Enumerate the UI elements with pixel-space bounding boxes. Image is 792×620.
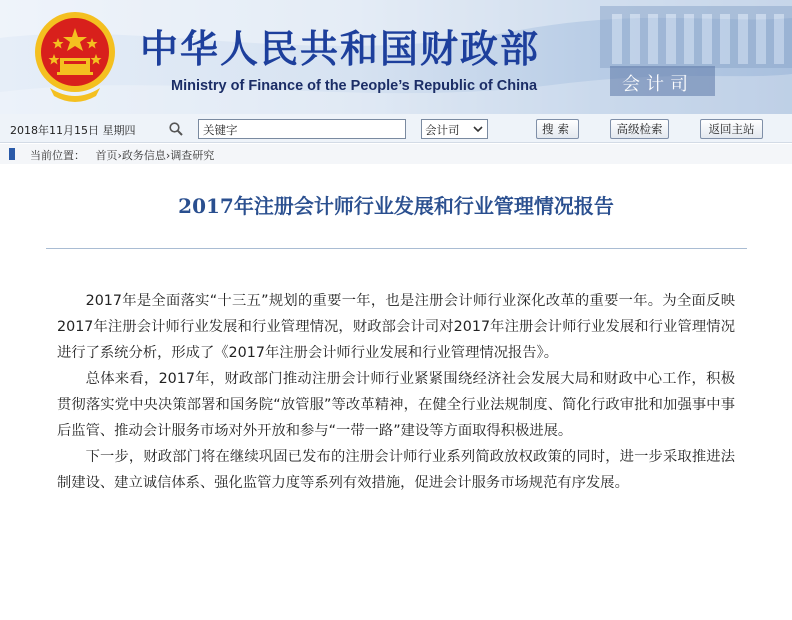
search-button[interactable]: 搜索 <box>536 119 579 139</box>
article-paragraph: 下一步，财政部门将在继续巩固已发布的注册会计师行业系列简政放权政策的同时，进一步采取推进法制建设、建立诚信体系、强化监管力度等系列有效措施，促进会计服务市场规范有序发展。 <box>57 449 735 491</box>
site-title-en: Ministry of Finance of the People’s Republic of China <box>171 78 538 94</box>
article-paragraph: 2017年是全面落实“十三五”规划的重要一年，也是注册会计师行业深化改革的重要一年。为全面反映2017年注册会计师行业发展和行业管理情况，财政部会计司对2017年注册会计师行业发展和行业管理情况进行了系统分析，形成了《2017年注册会计师行业发展和行业管理情况报告》。 <box>57 293 735 361</box>
search-toolbar <box>0 114 792 143</box>
return-home-button[interactable]: 返回主站 <box>700 119 763 139</box>
breadcrumb-separator: › <box>117 149 122 162</box>
breadcrumb-prefix: 当前位置： <box>30 149 85 162</box>
site-title-cn: 中华人民共和国财政部 <box>140 26 541 71</box>
title-divider <box>46 248 747 249</box>
advanced-search-button[interactable]: 高级检索 <box>610 119 669 139</box>
national-emblem-icon <box>32 4 118 104</box>
search-scope-value: 会计司 <box>425 123 460 137</box>
breadcrumb-marker-icon <box>9 148 15 160</box>
current-date: 2018年11月15日 星期四 <box>10 124 136 137</box>
breadcrumb-link-research[interactable]: 调查研究 <box>170 149 215 162</box>
breadcrumb-link-gov-info[interactable]: 政务信息 <box>121 149 166 162</box>
breadcrumb-trail <box>30 147 214 163</box>
search-scope-select[interactable] <box>421 119 488 139</box>
article-paragraph: 总体来看，2017年，财政部门推动注册会计师行业紧紧围绕经济社会发展大局和财政中心工作，积极贯彻落实党中央决策部署和国务院“放管服”等改革精神，在健全行业法规制度、简化行政审批和加强事中事后监管、推动会计服务市场对外开放和参与“一带一路”建设等方面取得积极进展。 <box>57 371 735 439</box>
department-name: 会计司 <box>622 74 694 95</box>
site-header-banner <box>0 0 792 114</box>
keyword-search-input[interactable]: 关键字 <box>198 119 406 139</box>
chevron-down-icon <box>471 121 485 137</box>
article-body <box>57 288 735 496</box>
breadcrumb-separator: › <box>165 149 171 162</box>
magnifier-icon <box>168 121 184 137</box>
breadcrumb <box>0 144 792 164</box>
breadcrumb-link-home[interactable]: 首页 <box>95 149 118 162</box>
article-title: 2017年注册会计师行业发展和行业管理情况报告 <box>178 194 614 218</box>
